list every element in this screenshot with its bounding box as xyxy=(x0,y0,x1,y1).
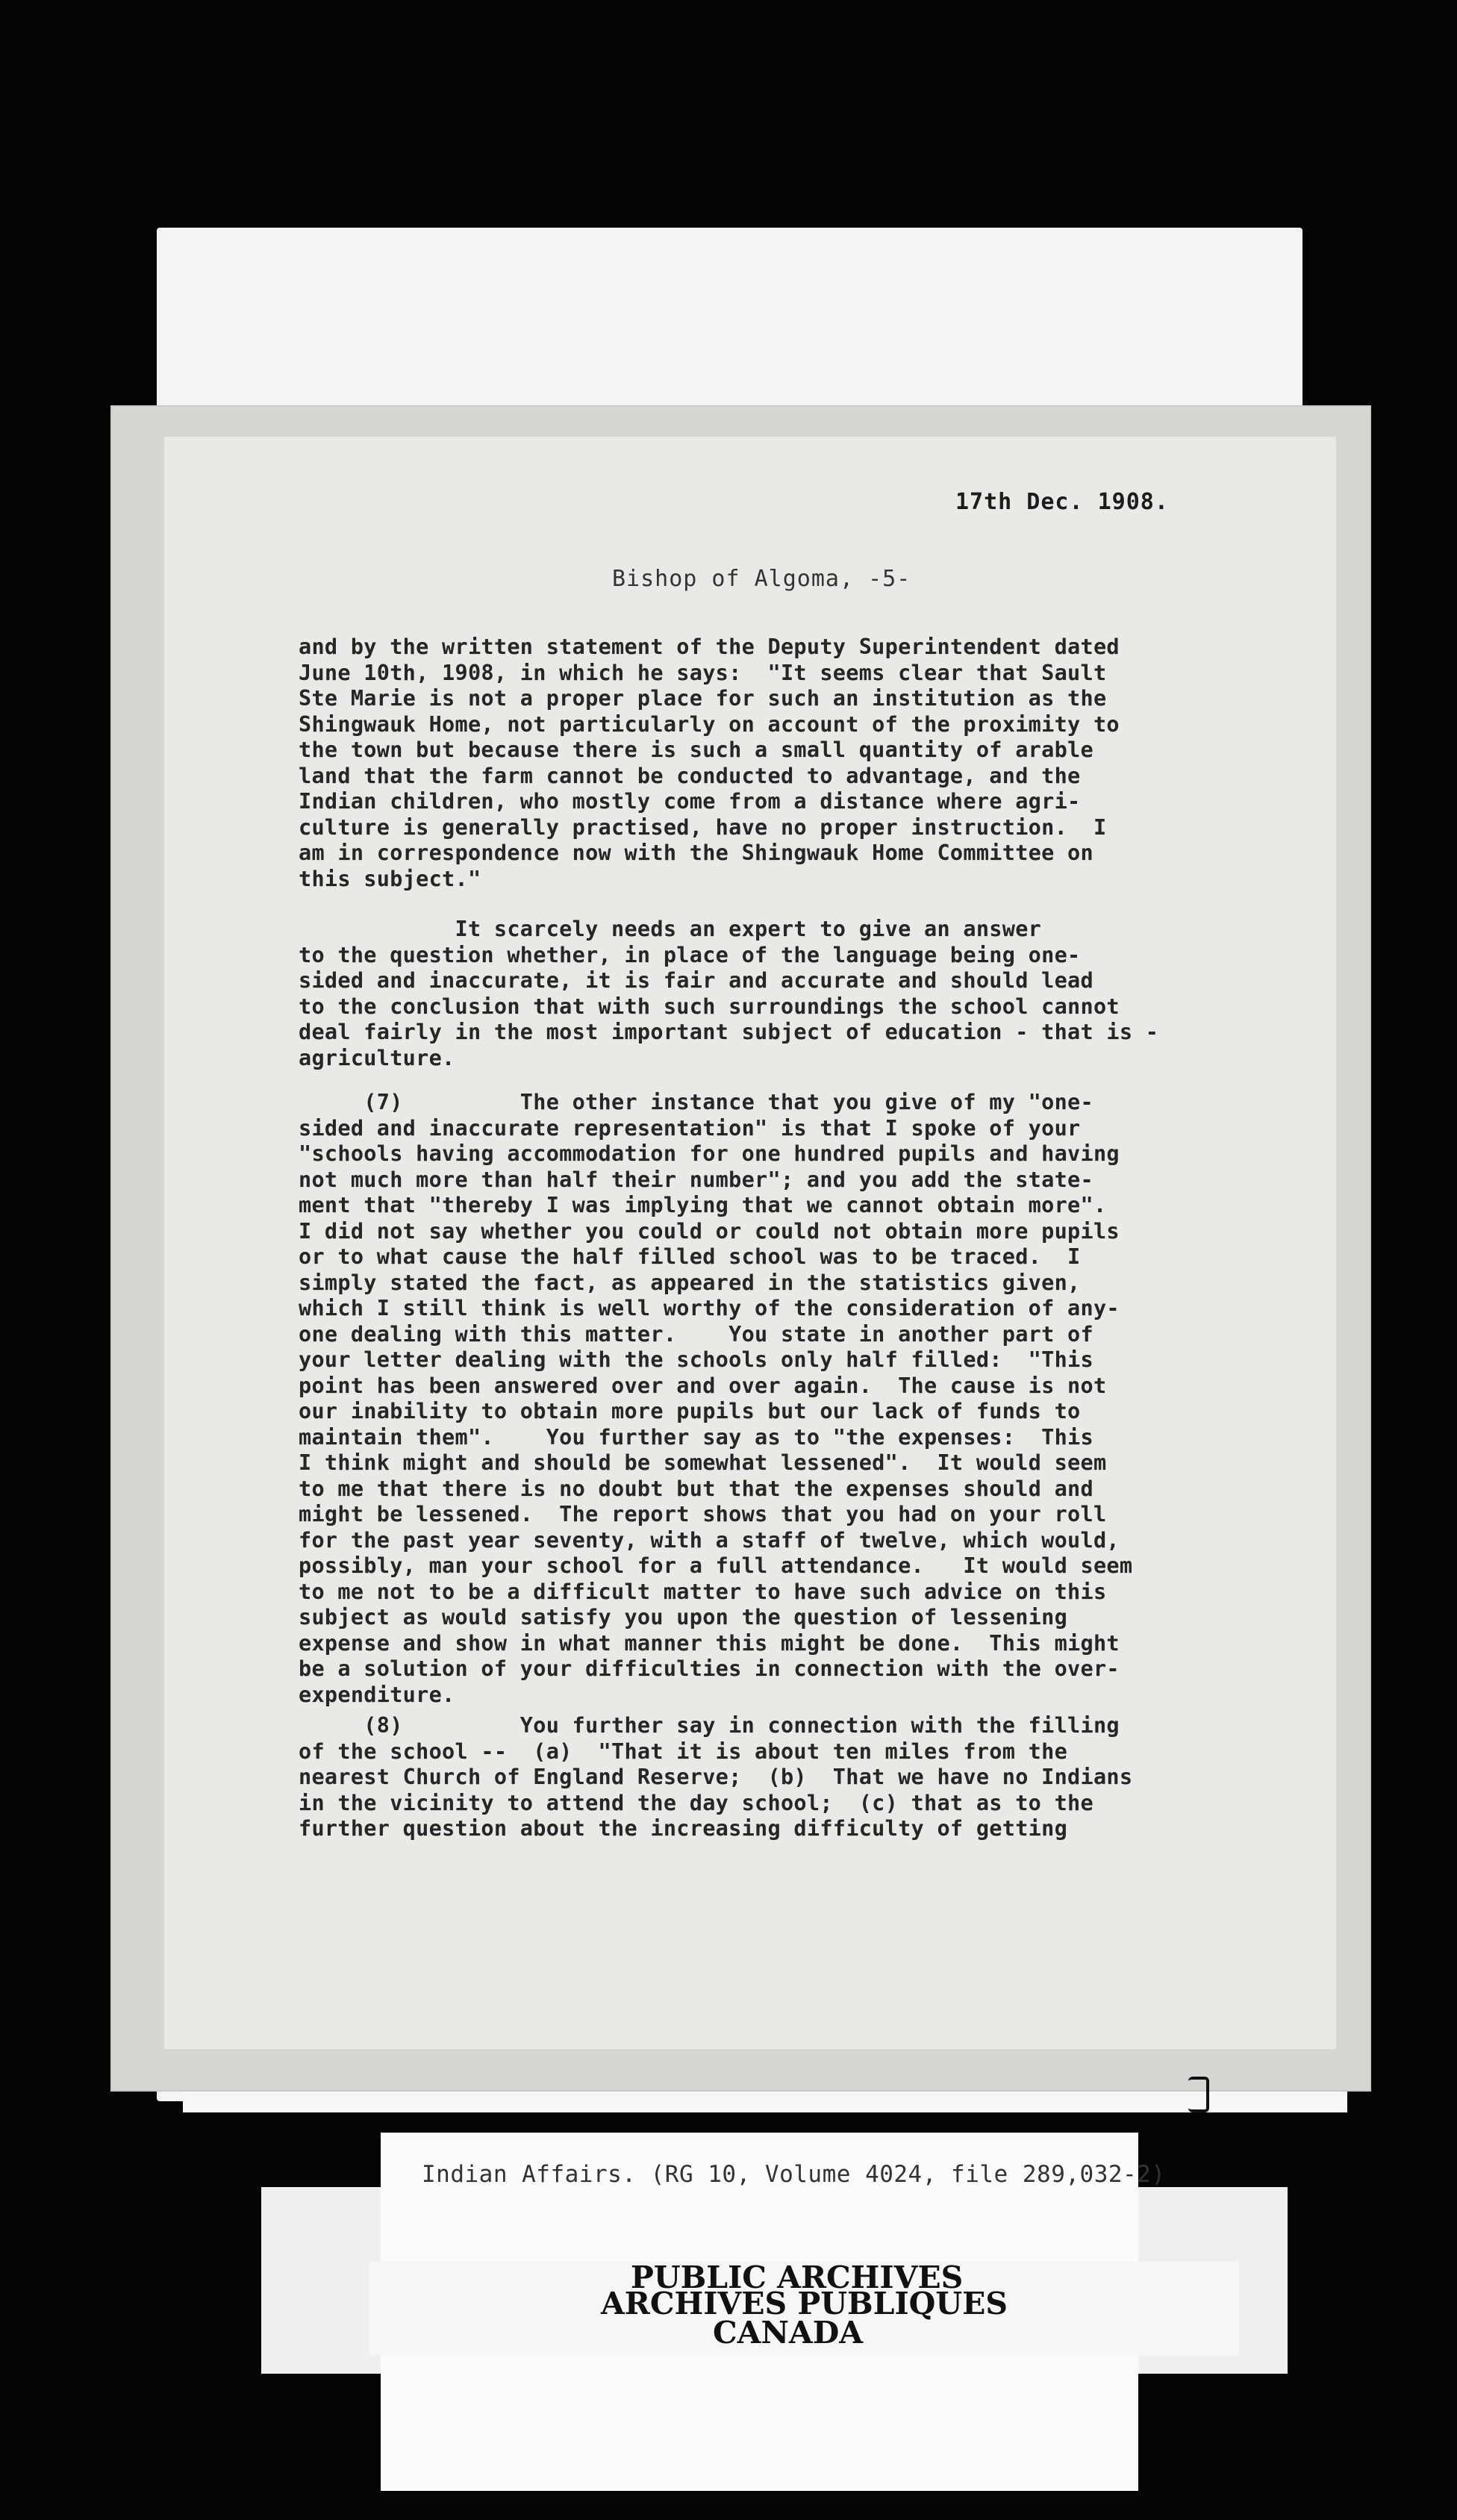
archive-citation: Indian Affairs. (RG 10, Volume 4024, file 289,032-2) xyxy=(422,2161,1166,2188)
stamp-archives-publiques: ARCHIVES PUBLIQUES xyxy=(601,2286,1008,2321)
paragraph-quote: and by the written statement of the Deputy Superintendent dated June 10th, 1908, in which he says: "It seems clear that Sault Ste Marie is not a proper place for such an institution as the Shingwauk Home, not particularly on account of the proximity to the town but because there is such a small quantity of arable land that the farm cannot be conducted to advantage, and the Indian children, who mostly come from a distance where agri- culture is generally practised, have no proper instruction. I am in correspondence now with the Shingwauk Home Committee on this subject." xyxy=(299,634,1120,891)
letter-date: 17th Dec. 1908. xyxy=(955,489,1169,515)
paper-clip xyxy=(1188,2077,1209,2112)
page-header: Bishop of Algoma, -5- xyxy=(612,566,911,592)
stamp-canada: CANADA xyxy=(713,2315,864,2351)
paragraph-7: (7) The other instance that you give of my "one- sided and inaccurate representation" is that I spoke of your "schools having accommodation for one hundred pupils and having not much more than half their number"; and you add the state- ment that "thereby I was implying that we cannot obtain more". I did not say whether you could or could not obtain more pupils or to what cause the half filled school was to be traced. I simply stated the fact, as appeared in the statistics given, which I still think is well worthy of the consideration of any- one dealing with this matter. You state in another part of your letter dealing with the schools only half filled: "This point has been answered over and over again. The cause is not our inability to obtain more pupils but our lack of funds to maintain them". You further say as to "the expenses: This I think might and should be somewhat lessened". It would seem to me that there is no doubt but that the expenses should and might be lessened. The report shows that you had on your roll for the past year seventy, with a staff of twelve, which would, possibly, man your school for a full attendance. It would seem to me not to be a difficult matter to have such advice on this subject as would satisfy you upon the question of lessening expense and show in what manner this might be done. This might be a solution of your difficulties in connection with the over- expenditure. xyxy=(299,1090,1133,1707)
paragraph-8: (8) You further say in connection with the filling of the school -- (a) "That it is about ten miles from the nearest Church of England Reserve; (b) That we have no Indians in the vicinity to attend the day school; (c) that as to the further question about the increasing difficulty of getting xyxy=(299,1713,1133,1841)
stamp-public-archives: PUBLIC ARCHIVES xyxy=(631,2259,964,2295)
paragraph-scarcely: It scarcely needs an expert to give an answer to the question whether, in place of the language being one- sided and inaccurate, it is fair and accurate and should lead to the conclusion that with such surroundings the school cannot deal fairly in the most important subject of education - that is - agriculture. xyxy=(299,917,1159,1070)
